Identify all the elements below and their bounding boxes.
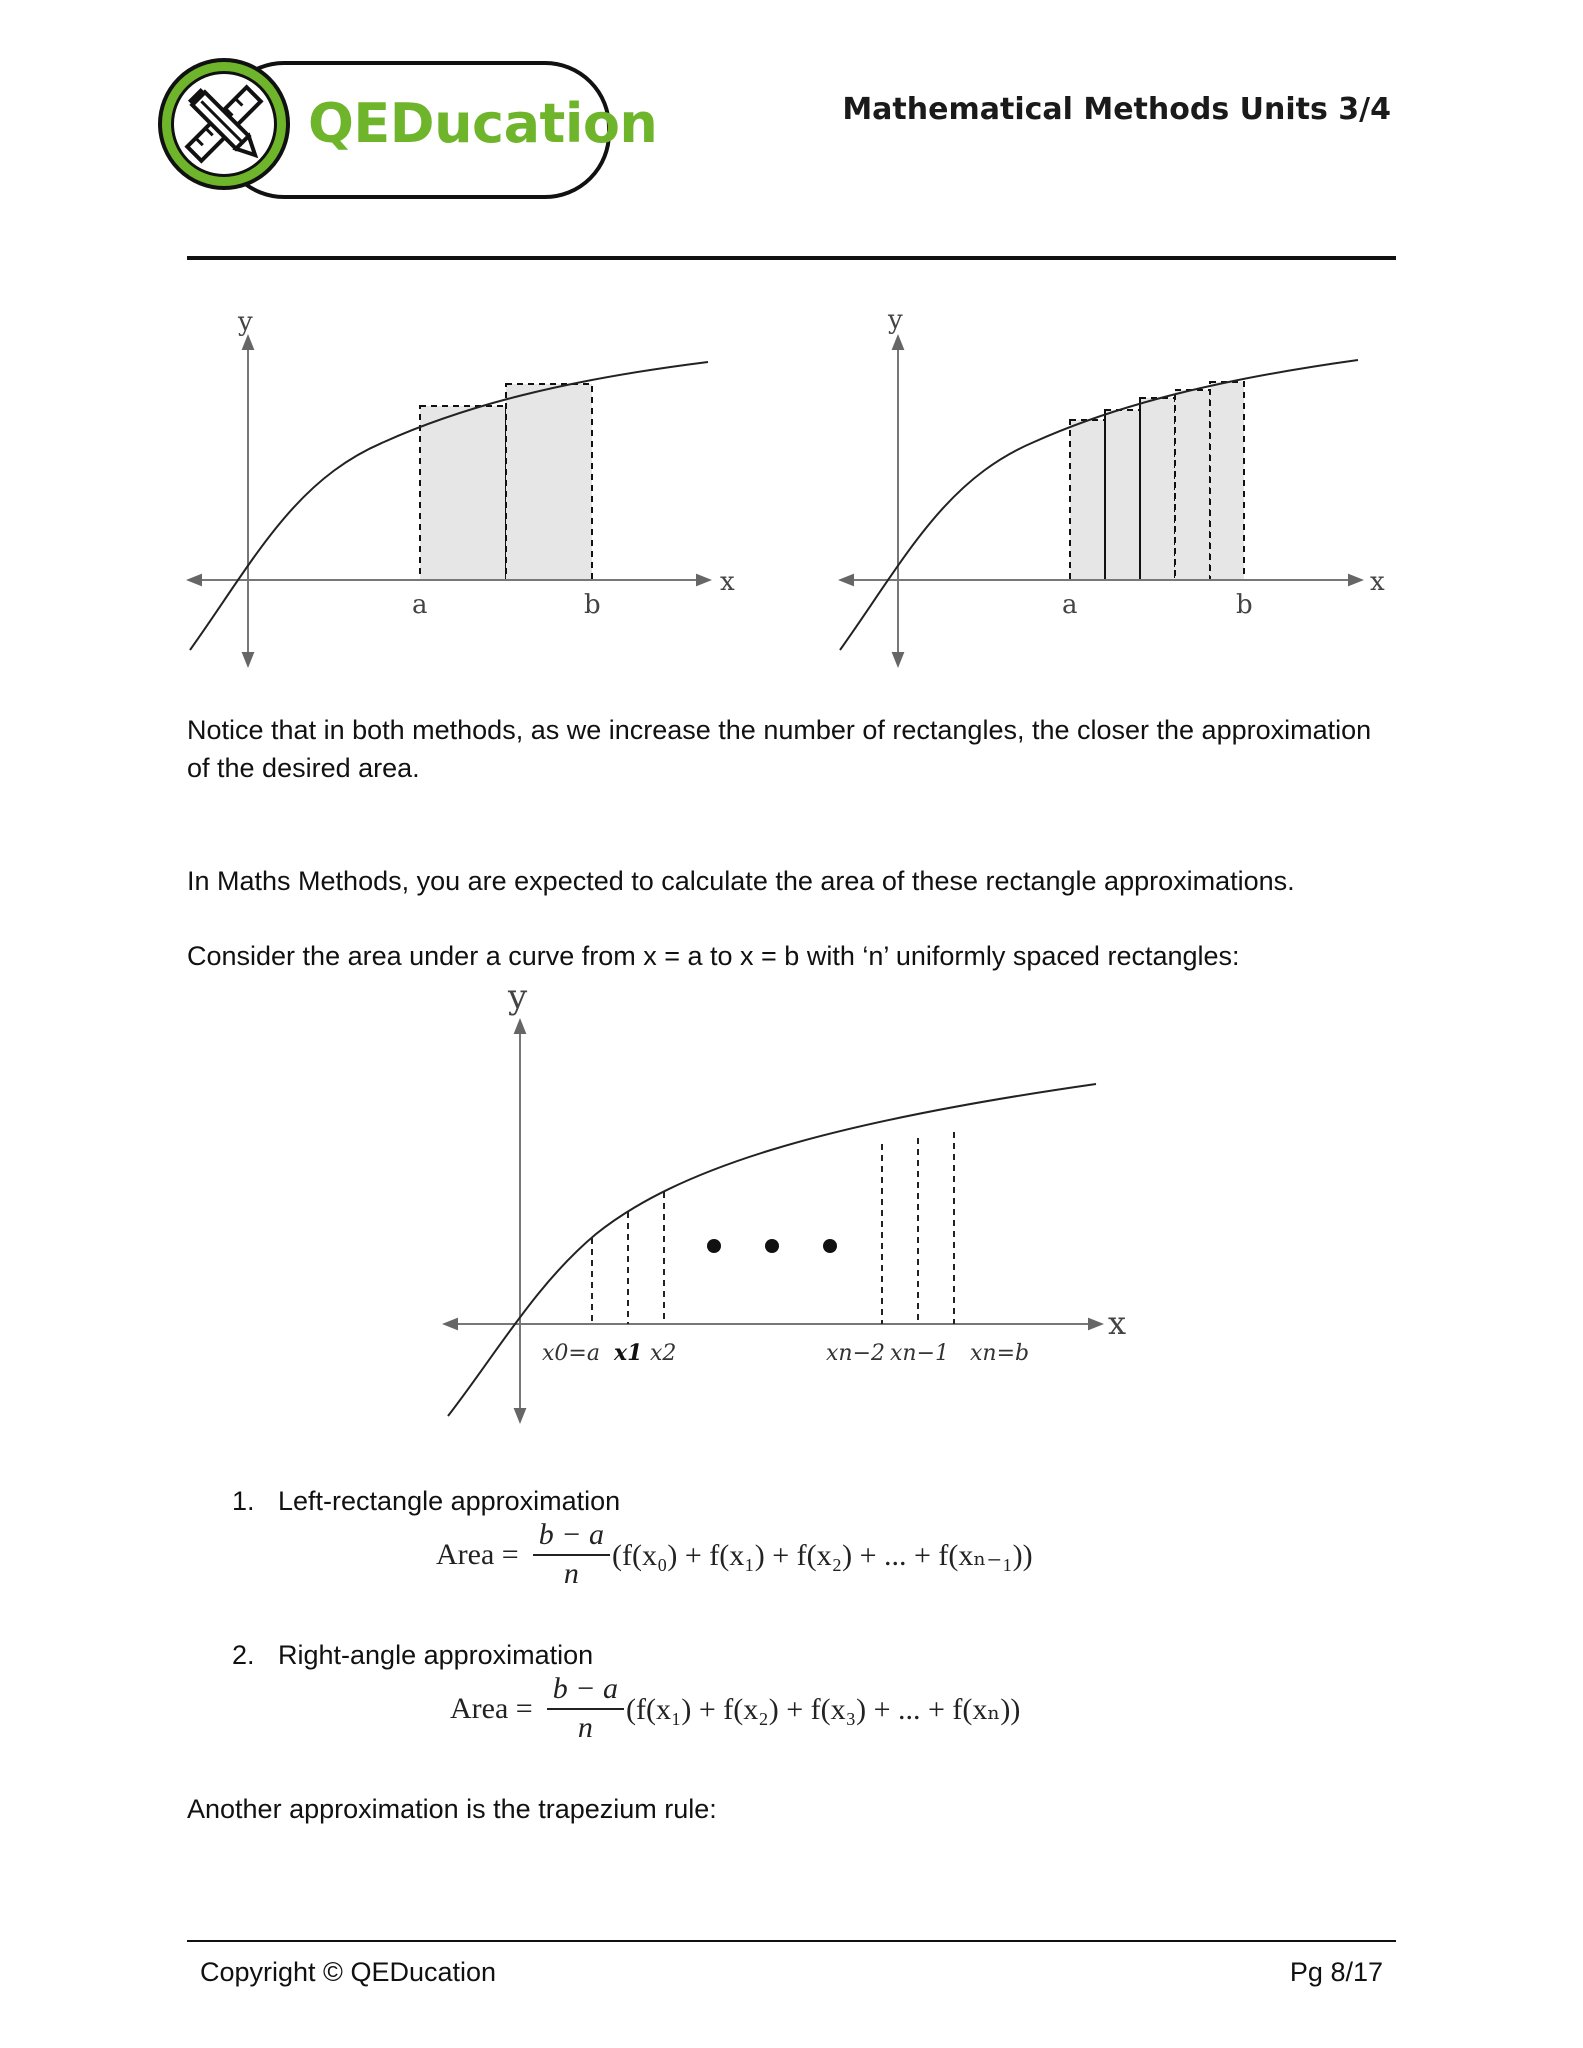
paragraph-maths-methods: In Maths Methods, you are expected to calculate the area of these rectangle approximations. xyxy=(187,866,1295,896)
fraction-denominator: n xyxy=(577,1711,593,1744)
list-number: 2. xyxy=(232,1640,255,1670)
x-axis-label: x xyxy=(1108,1304,1127,1342)
ellipsis-dot xyxy=(765,1239,779,1253)
tick-label-xn1: xn−1 xyxy=(890,1341,950,1366)
list-item-left-rectangle xyxy=(232,1482,620,1520)
tick-label-xn: xn=b xyxy=(970,1341,1030,1366)
y-axis-label: y xyxy=(888,305,903,335)
tick-label-xn2: xn−2 xyxy=(826,1341,886,1366)
y-axis-label: y xyxy=(508,984,528,1017)
logo-text: QEDucation xyxy=(308,92,658,155)
figure-n-rectangles xyxy=(436,984,1156,1444)
tick-label-x1: x1 xyxy=(614,1340,643,1366)
tick-label-a: a xyxy=(1062,590,1078,620)
paragraph-notice: Notice that in both methods, as we increase the number of rectangles, the closer the approximation of the desired area. xyxy=(187,715,1372,783)
formula-left-rectangle xyxy=(436,1518,1033,1592)
tick-label-x0: x0=a xyxy=(542,1341,600,1366)
fraction-numerator: b − a xyxy=(533,1518,610,1556)
y-axis-label: y xyxy=(238,307,253,337)
fraction-numerator: b − a xyxy=(547,1672,624,1710)
figure-two-rectangles xyxy=(184,300,744,670)
formula-fraction xyxy=(533,1518,610,1592)
list-item-right-angle xyxy=(232,1636,593,1674)
formula-fraction xyxy=(547,1672,624,1746)
logo-badge xyxy=(158,58,290,190)
paragraph-trapezium: Another approximation is the trapezium rule: xyxy=(187,1794,717,1824)
list-label: Left-rectangle approximation xyxy=(278,1486,621,1516)
logo-badge-inner xyxy=(171,71,277,177)
footer-copyright: Copyright © QEDucation xyxy=(200,1957,497,1987)
tick-label-x2: x2 xyxy=(650,1341,677,1366)
fraction-denominator: n xyxy=(563,1557,579,1590)
logo xyxy=(158,58,658,198)
x-axis-label: x xyxy=(720,567,735,597)
formula-lhs: Area = xyxy=(436,1538,519,1571)
rectangle-1 xyxy=(420,406,506,580)
tick-label-b: b xyxy=(584,590,601,620)
rectangle-2 xyxy=(1105,410,1140,580)
pencil-ruler-icon xyxy=(174,74,274,174)
rectangle-2 xyxy=(506,384,592,580)
rectangle-5 xyxy=(1210,382,1244,580)
ellipsis-dot xyxy=(707,1239,721,1253)
rectangle-4 xyxy=(1175,390,1210,580)
rectangle-3 xyxy=(1140,398,1175,580)
figure-five-rectangles xyxy=(836,300,1396,670)
header-divider xyxy=(187,256,1396,260)
formula-right-angle xyxy=(450,1672,1020,1746)
course-title: Mathematical Methods Units 3/4 xyxy=(842,92,1391,127)
ellipsis-dot xyxy=(823,1239,837,1253)
tick-label-b: b xyxy=(1236,590,1253,620)
list-number: 1. xyxy=(232,1486,255,1516)
x-axis-label: x xyxy=(1370,567,1385,597)
formula-lhs: Area = xyxy=(450,1692,533,1725)
page-number: Pg 8/17 xyxy=(1289,1957,1383,1987)
tick-label-a: a xyxy=(412,590,428,620)
paragraph-consider: Consider the area under a curve from x = a to x = b with ‘n’ uniformly spaced rectangles: xyxy=(187,941,1240,971)
list-label: Right-angle approximation xyxy=(278,1640,594,1670)
rectangle-1 xyxy=(1070,420,1105,580)
formula-rhs: (f(x₁) + f(x₂) + f(x₃) + ... + f(xₙ)) xyxy=(625,1692,1021,1726)
formula-rhs: (f(x₀) + f(x₁) + f(x₂) + ... + f(xₙ₋₁)) xyxy=(611,1538,1033,1572)
footer-divider xyxy=(187,1940,1396,1942)
